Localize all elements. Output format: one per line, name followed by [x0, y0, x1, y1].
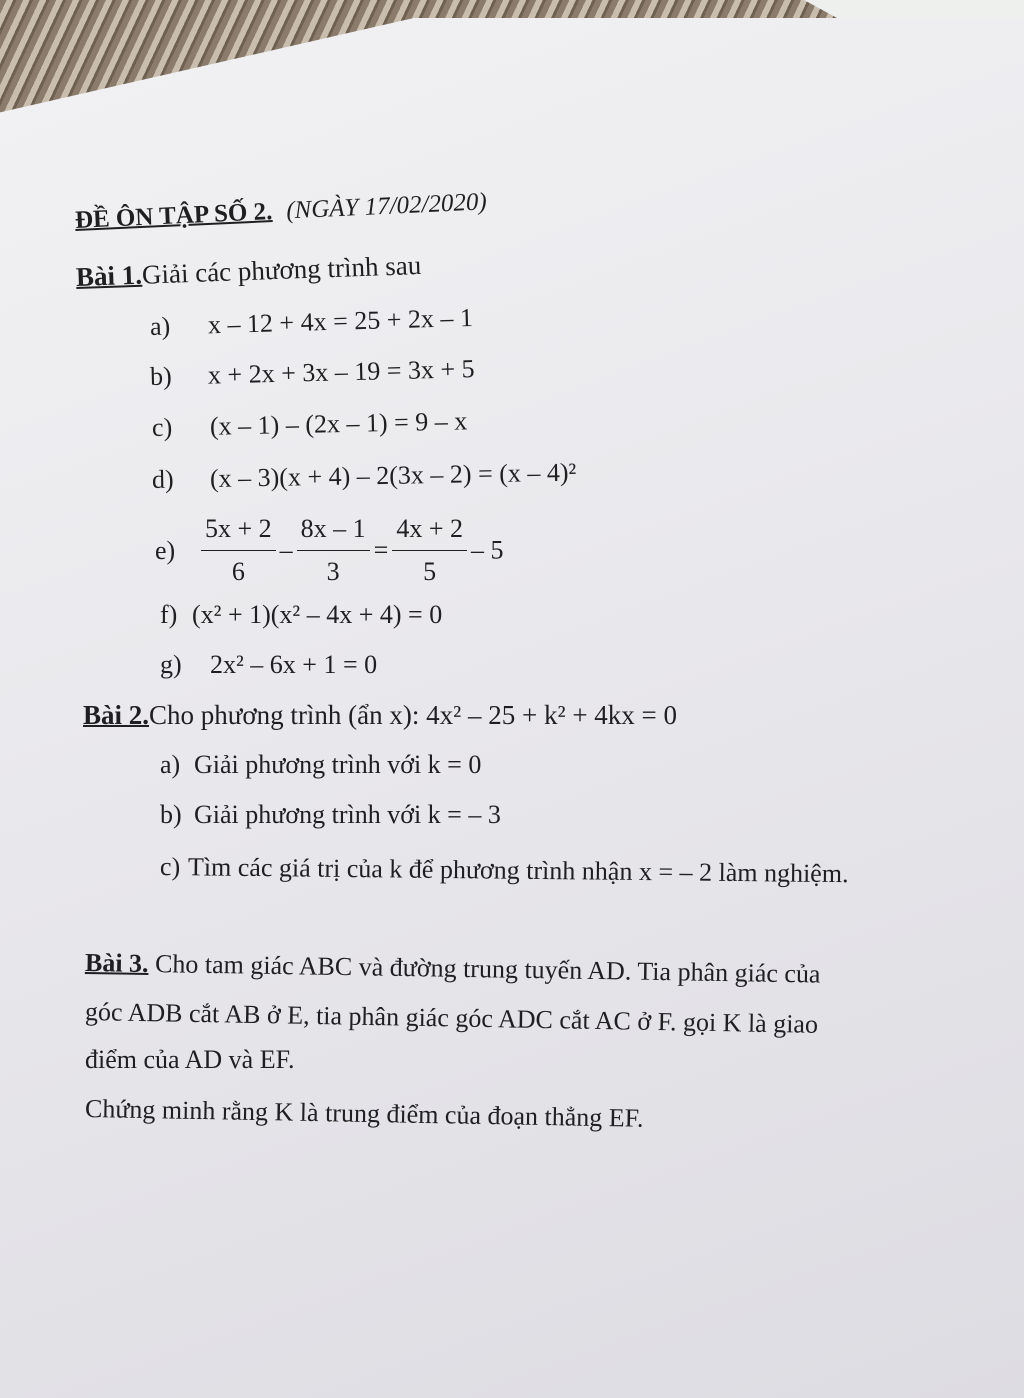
bai3-text: góc ADB cắt AB ở E, tia phân giác góc ADC cắt AC ở F. gọi K là giao [84, 997, 819, 1039]
bai1-item-a [150, 303, 474, 342]
item-label: c) [151, 412, 173, 442]
bai3-text: Cho tam giác ABC và đường trung tuyến AD. Tia phân giác của [154, 949, 821, 989]
item-label: a) [160, 750, 181, 779]
bai1-label: Bài 1. [75, 259, 143, 292]
item-expr: x + 2x + 3x – 19 = 3x + 5 [207, 354, 475, 390]
numerator: 8x – 1 [297, 514, 370, 551]
numerator: 4x + 2 [392, 514, 467, 551]
bai2-item-b [160, 800, 501, 830]
item-text: Tìm các giá trị của k để phương trình nhận x = – 2 làm nghiệm. [187, 852, 849, 889]
minus-sign: – [279, 535, 293, 565]
bai1-item-c [152, 406, 468, 443]
bai1-heading [75, 250, 421, 293]
item-expr: (x – 1) – (2x – 1) = 9 – x [209, 406, 468, 441]
bai3-line1 [85, 948, 821, 990]
fraction-3 [392, 514, 467, 587]
denominator: 3 [326, 557, 340, 586]
item-expr: 2x² – 6x + 1 = 0 [210, 650, 378, 679]
bai3-line4 [85, 1094, 644, 1134]
denominator: 6 [231, 557, 245, 586]
equals-sign: = [373, 535, 389, 565]
item-expr: (x² + 1)(x² – 4x + 4) = 0 [192, 600, 443, 629]
item-text: Giải phương trình với k = 0 [194, 750, 482, 779]
bai1-item-e [155, 514, 504, 587]
item-label: b) [160, 800, 182, 829]
item-label: f) [160, 600, 178, 629]
bai1-item-f [160, 600, 442, 630]
item-label: a) [149, 311, 171, 341]
fraction-1 [201, 514, 276, 587]
item-label: g) [160, 650, 182, 679]
bai1-item-d [152, 458, 577, 495]
bai1-item-g [160, 650, 377, 680]
bai1-intro: Giải các phương trình sau [141, 249, 422, 290]
bai2-intro: Cho phương trình (ẩn x): 4x² – 25 + k² + 4kx = 0 [149, 700, 678, 730]
bai2-heading [83, 700, 677, 731]
bai3-line3 [85, 1045, 295, 1075]
bai3-text: điểm của AD và EF. [85, 1045, 295, 1074]
title-date: (NGÀY 17/02/2020) [285, 188, 488, 225]
bai3-label: Bài 3. [84, 948, 149, 978]
item-expr: (x – 3)(x + 4) – 2(3x – 2) = (x – 4)² [209, 457, 577, 493]
numerator: 5x + 2 [201, 514, 276, 551]
item-label: d) [151, 464, 174, 494]
bai3-text: Chứng minh rằng K là trung điểm của đoạn thẳng EF. [84, 1094, 644, 1133]
item-text: Giải phương trình với k = – 3 [194, 800, 501, 829]
bai2-label: Bài 2. [83, 700, 150, 730]
fraction-2 [297, 514, 370, 587]
bai3-line2 [85, 997, 819, 1040]
document-title [74, 188, 487, 235]
bai2-item-a [160, 750, 481, 780]
bai2-item-c [160, 852, 849, 889]
item-label: e) [155, 535, 176, 565]
denominator: 5 [423, 557, 437, 586]
item-label: b) [149, 361, 173, 391]
bai1-item-b [150, 354, 475, 392]
item-expr: x – 12 + 4x = 25 + 2x – 1 [207, 302, 474, 340]
item-label: c) [159, 852, 181, 882]
item-tail: – 5 [471, 535, 504, 565]
title-text: ĐỀ ÔN TẬP SỐ 2. [74, 198, 273, 234]
